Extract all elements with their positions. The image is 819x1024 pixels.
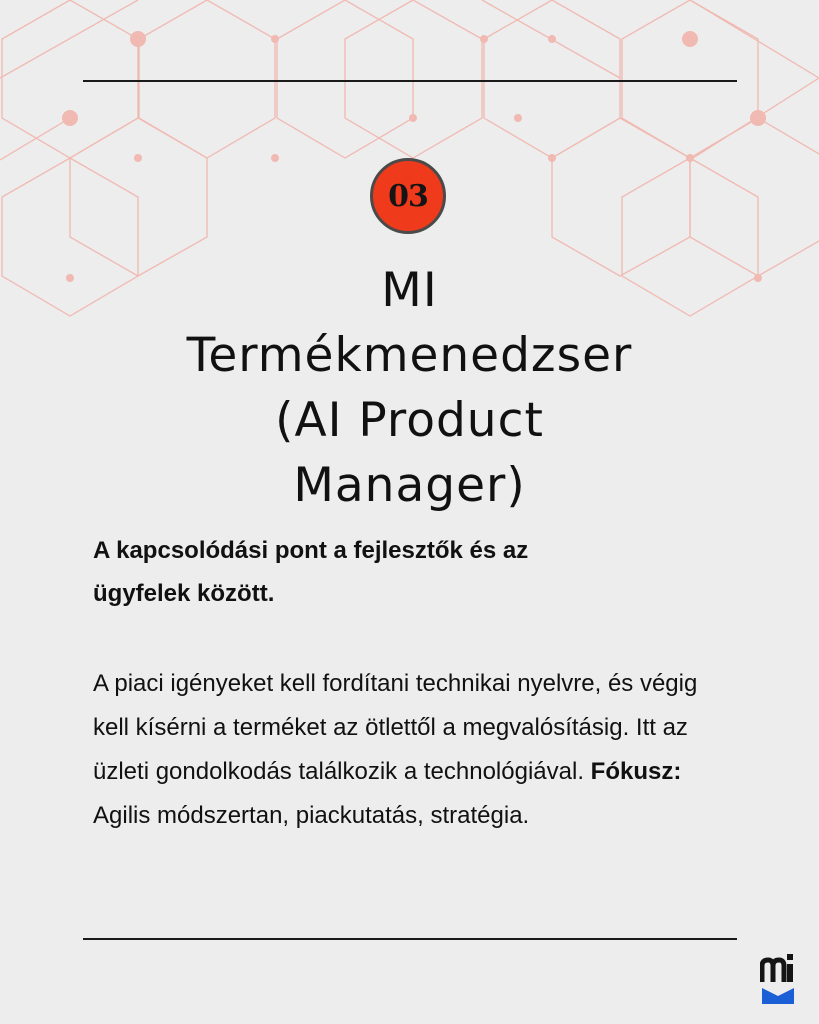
subtitle-line-2: ügyfelek között. xyxy=(93,580,275,607)
title-line-1: MI xyxy=(381,263,438,318)
top-divider xyxy=(83,80,737,82)
description-text: A piaci igényeket kell fordítani technikai nyelvre, és végig kell kísérni a terméket az ötlettől a megvalósításig. Itt az üzleti gondolkodás találkozik a technológiával. xyxy=(93,670,698,785)
subtitle-line-1: A kapcsolódási pont a fejlesztők és az xyxy=(93,537,529,564)
focus-label: Fókusz: xyxy=(590,758,682,785)
subtitle xyxy=(93,529,733,615)
mi-logo-icon xyxy=(760,952,796,1004)
description xyxy=(93,662,733,838)
title-line-3: (AI Product xyxy=(275,393,544,448)
focus-text: Agilis módszertan, piackutatás, stratégia. xyxy=(93,802,530,829)
bottom-divider xyxy=(83,938,737,940)
title-line-4: Manager) xyxy=(293,458,526,513)
step-number-badge xyxy=(370,158,446,234)
page-title xyxy=(60,258,759,518)
step-number: 03 xyxy=(388,178,428,214)
title-line-2: Termékmenedzser xyxy=(186,328,633,383)
